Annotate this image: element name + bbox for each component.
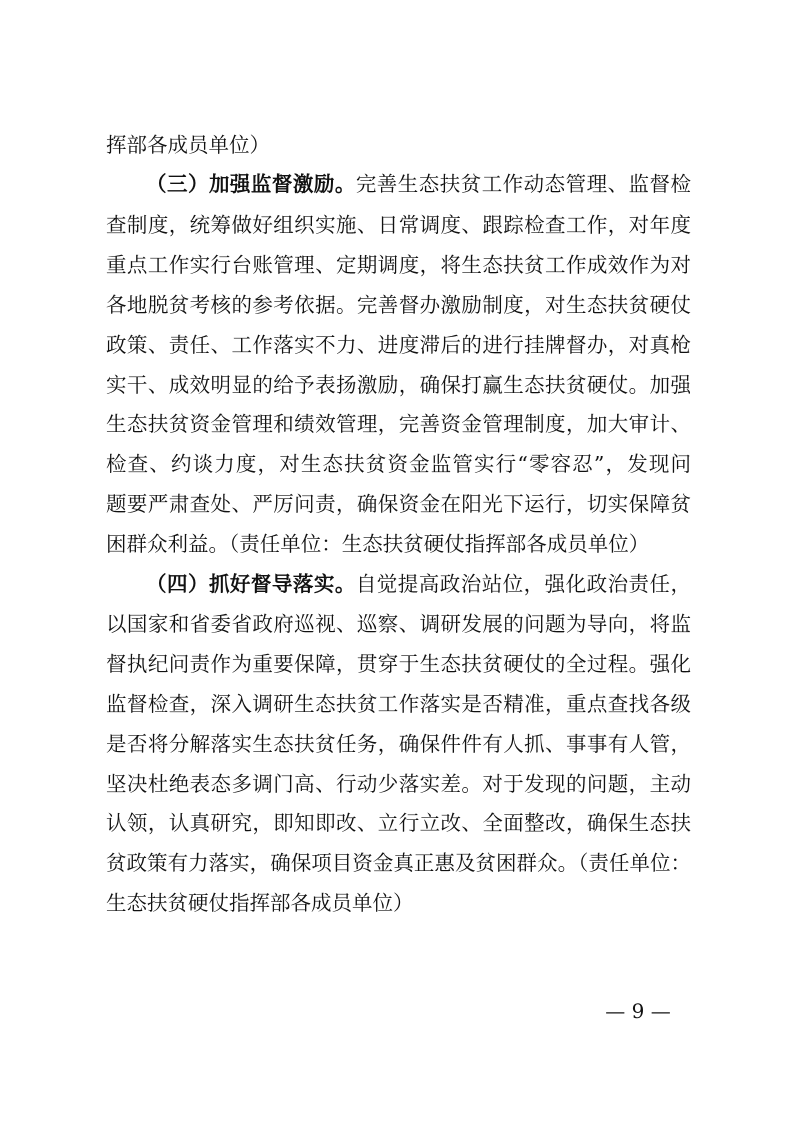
line-text: 困群众利益。（责任单位：生态扶贫硬仗指挥部各成员单位）: [106, 532, 650, 556]
line-text: 重点工作实行台账管理、定期调度，将生态扶贫工作成效作为对: [106, 253, 691, 277]
line-text: 检查、约谈力度，对生态扶贫资金监管实行“零容忍”，发现问: [106, 452, 691, 476]
line-text: 认领，认真研究，即知即改、立行立改、全面整改，确保生态扶: [106, 811, 691, 835]
text-line-10: [106, 485, 691, 523]
text-line-7: [106, 366, 691, 404]
section-four-heading: （四）抓好督导落实。: [146, 572, 356, 596]
page-number: — 9 —: [605, 999, 671, 1023]
line-text: 自觉提高政治站位，强化政治责任，: [355, 572, 691, 596]
line-text: 坚决杜绝表态多调门高、行动少落实差。对于发现的问题，主动: [106, 772, 691, 796]
line-text: 实干、成效明显的给予表扬激励，确保打赢生态扶贫硬仗。加强: [106, 373, 691, 397]
line-text: 完善生态扶贫工作动态管理、监督检: [355, 172, 691, 196]
section-three-heading-line: [146, 165, 691, 203]
line-text: 督执纪问责作为重要保障，贯穿于生态扶贫硬仗的全过程。强化: [106, 652, 691, 676]
section-four-heading-line: [146, 565, 691, 603]
line-text: 生态扶贫资金管理和绩效管理，完善资金管理制度，加大审计、: [106, 412, 691, 436]
text-line-15: [106, 685, 691, 723]
line-text: 贫政策有力落实，确保项目资金真正惠及贫困群众。（责任单位：: [106, 851, 691, 875]
section-three-heading: （三）加强监督激励。: [146, 172, 356, 196]
text-line-20: [106, 884, 691, 922]
line-text: 监督检查，深入调研生态扶贫工作落实是否精准，重点查找各级: [106, 692, 691, 716]
text-line-9: [106, 445, 691, 483]
line-text: 政策、责任、工作落实不力、进度滞后的进行挂牌督办，对真枪: [106, 333, 691, 357]
text-line-6: [106, 326, 691, 364]
line-text: 以国家和省委省政府巡视、巡察、调研发展的问题为导向，将监: [106, 612, 691, 636]
text-line-16: [106, 725, 691, 763]
text-line-3: [106, 206, 691, 244]
line-text: 挥部各成员单位）: [106, 133, 270, 157]
line-text: 各地脱贫考核的参考依据。完善督办激励制度，对生态扶贫硬仗: [106, 293, 691, 317]
text-line-11: [106, 525, 691, 563]
line-text: 生态扶贫硬仗指挥部各成员单位）: [106, 891, 414, 915]
line-text: 查制度，统筹做好组织实施、日常调度、跟踪检查工作，对年度: [106, 213, 691, 237]
line-text: 题要严肃查处、严厉问责，确保资金在阳光下运行，切实保障贫: [106, 492, 691, 516]
text-line-1: [106, 126, 691, 164]
text-line-8: [106, 405, 691, 443]
text-line-14: [106, 645, 691, 683]
text-line-13: [106, 605, 691, 643]
text-line-4: [106, 246, 691, 284]
text-line-19: [106, 844, 691, 882]
text-line-18: [106, 804, 691, 842]
line-text: 是否将分解落实生态扶贫任务，确保件件有人抓、事事有人管，: [106, 732, 691, 756]
text-line-17: [106, 765, 691, 803]
text-line-5: [106, 286, 691, 324]
